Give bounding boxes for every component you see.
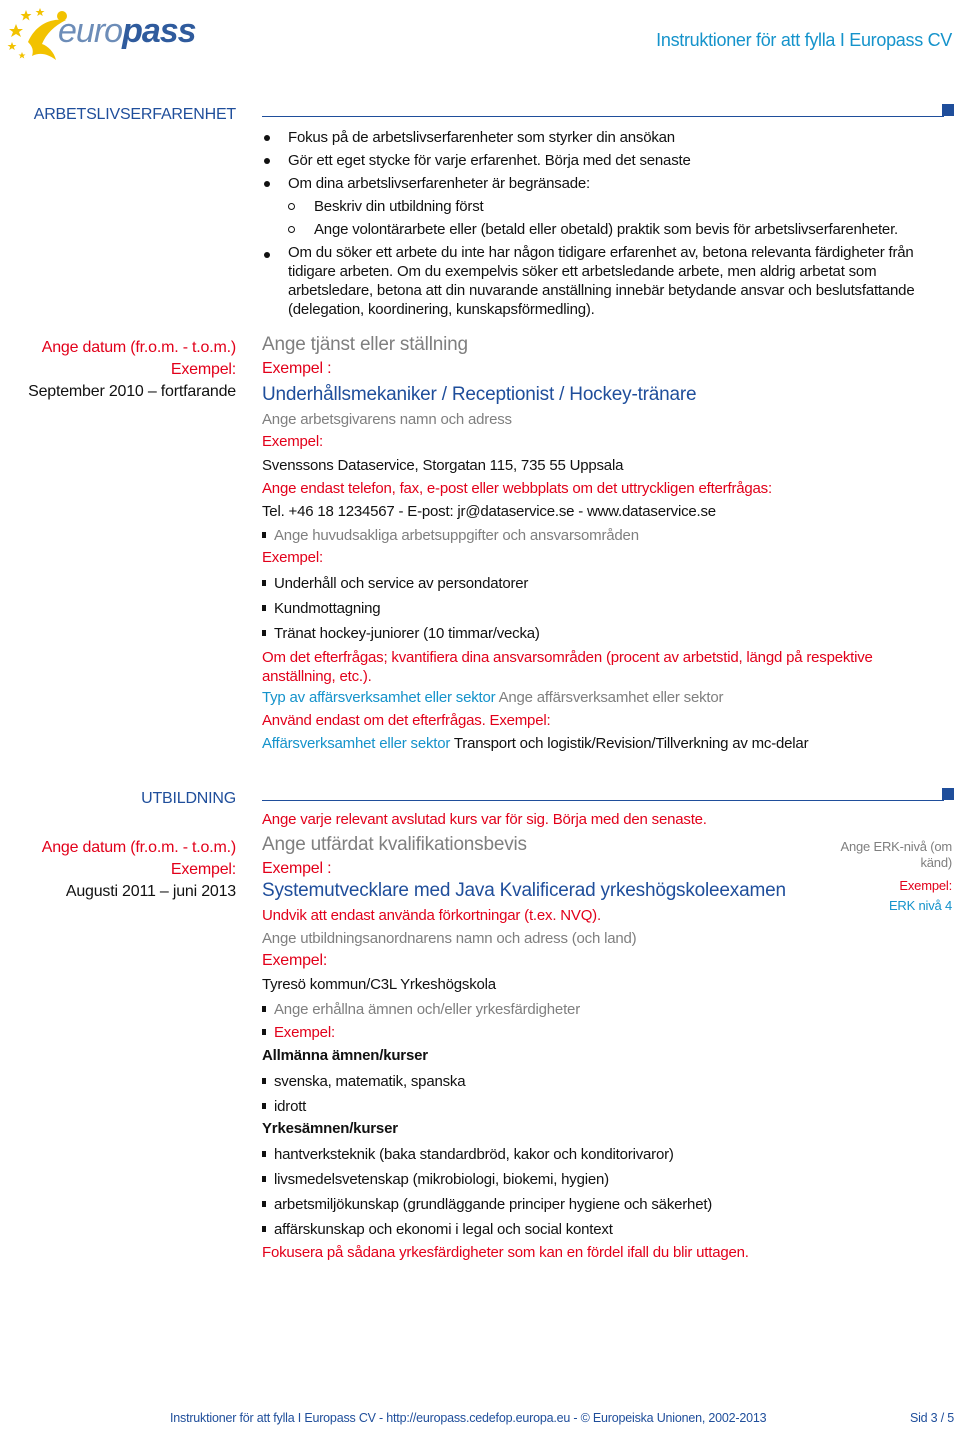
square-bullet-icon — [262, 580, 266, 586]
date-label-text: Ange datum (fr.o.m. - t.o.m.) — [41, 839, 236, 856]
subject-text: hantverksteknik (baka standardbröd, kakor och konditorivaror) — [274, 1146, 674, 1163]
date-label-text: Ange datum (fr.o.m. - t.o.m.) — [41, 339, 236, 356]
example-label: Exempel: — [262, 433, 323, 450]
example-label: Exempel: — [262, 952, 328, 969]
square-bullet-icon — [262, 1006, 266, 1012]
quantify-note: Om det efterfrågas; kvantifiera dina ansvarsområden (procent av arbetstid, längd på respektive anställning, etc.). — [262, 649, 873, 685]
employer-label: Ange arbetsgivarens namn och adress — [262, 411, 512, 428]
section-title-education: UTBILDNING — [141, 790, 236, 807]
example-label: Exempel: — [899, 878, 952, 893]
qualification-heading: Ange utfärdat kvalifikationsbevis — [262, 834, 527, 855]
square-bullet-icon — [262, 1029, 266, 1035]
sector-type: Typ av affärsverksamhet eller sektor — [262, 689, 496, 706]
general-subjects-heading: Allmänna ämnen/kurser — [262, 1047, 428, 1064]
organisation-value: Tyresö kommun/C3L Yrkeshögskola — [262, 976, 496, 993]
subject-text: affärskunskap och ekonomi i legal och social kontext — [274, 1221, 613, 1238]
task-item — [262, 575, 528, 592]
square-bullet-icon — [262, 1201, 266, 1207]
subject-text: idrott — [274, 1098, 307, 1115]
section-rule — [262, 116, 944, 117]
position-value: Underhållsmekaniker / Receptionist / Hockey-tränare — [262, 384, 697, 405]
list-item-text: Om du söker ett arbete du inte har någon tidigare erfarenhet av, betona relevanta färdigheter från tidigare arbeten. Om du exempelvis söker ett arbetsledande arbete, men aldrig arbetat som arbetsledare, betona att din nuvarande anställning innebär betydande ansvar och beslutsfattande (delegation, koordinering, kunskapsförmedling). — [288, 244, 915, 318]
example-label: Exempel : — [262, 860, 332, 877]
example-label: Exempel: — [170, 861, 236, 878]
example-label: Exempel: — [262, 549, 323, 566]
sector-value: Transport och logistik/Revision/Tillverkning av mc-delar — [453, 735, 809, 752]
focus-note: Fokusera på sådana yrkesfärdigheter som kan en fördel ifall du blir uttagen. — [262, 1244, 749, 1261]
square-bullet-icon — [262, 1226, 266, 1232]
list-item: Fokus på de arbetslivserfarenheter som styrker din ansökan — [262, 126, 952, 149]
contact-label: Ange endast telefon, fax, e-post eller webbplats om det uttryckligen efterfrågas: — [262, 480, 772, 497]
organisation-label: Ange utbildningsanordnarens namn och adress (och land) — [262, 930, 637, 947]
task-item — [262, 625, 540, 642]
subjects-label — [262, 1001, 580, 1018]
square-bullet-icon — [262, 1151, 266, 1157]
date-label — [42, 837, 236, 903]
document-title: Instruktioner för att fylla I Europass CV — [656, 30, 952, 50]
subject-item — [262, 1146, 674, 1163]
sub-list-item: Beskriv din utbildning först — [262, 195, 952, 218]
example-label: Exempel: — [274, 1024, 335, 1041]
footer-text: Instruktioner för att fylla I Europass CV - http://europass.cedefop.europa.eu - © Europeiska Unionen, 2002-2013 — [170, 1411, 767, 1425]
page-number: Sid 3 / 5 — [909, 1411, 954, 1425]
europass-wordmark: europass — [58, 12, 196, 50]
example-label: Exempel : — [262, 360, 332, 377]
abbreviation-note: Undvik att endast använda förkortningar (t.ex. NVQ). — [262, 907, 601, 924]
date-label — [28, 337, 236, 403]
subject-text: arbetsmiljökunskap (grundläggande principer hygiene och säkerhet) — [274, 1196, 713, 1213]
sector-example — [262, 735, 808, 752]
square-bullet-icon — [262, 1176, 266, 1182]
example-label: Exempel: — [170, 361, 236, 378]
tasks-label-text: Ange huvudsakliga arbetsuppgifter och ansvarsområden — [274, 527, 639, 544]
section-rule-marker — [942, 788, 954, 800]
subject-item — [262, 1073, 465, 1090]
subject-text: livsmedelsvetenskap (mikrobiologi, biokemi, hygien) — [274, 1171, 609, 1188]
subject-item — [262, 1196, 712, 1213]
section-title-work: ARBETSLIVSERFARENHET — [33, 106, 236, 123]
sub-list-item: Ange volontärarbete eller (betald eller obetald) praktik som bevis för arbetslivserfarenheter. — [262, 218, 952, 241]
contact-value: Tel. +46 18 1234567 - E-post: jr@dataservice.se - www.dataservice.se — [262, 503, 716, 520]
erk-level-block — [822, 839, 952, 914]
erk-label: Ange ERK-nivå (om känd) — [840, 839, 952, 870]
task-text: Underhåll och service av persondatorer — [274, 575, 529, 592]
date-value: September 2010 – fortfarande — [28, 383, 236, 400]
subject-text: svenska, matematik, spanska — [274, 1073, 466, 1090]
section-rule — [262, 800, 944, 801]
work-guidelines-list — [262, 126, 952, 319]
tasks-label — [262, 527, 639, 544]
list-item: Gör ett eget stycke för varje erfarenhet. Börja med det senaste — [262, 149, 952, 172]
erk-value: ERK nivå 4 — [888, 898, 952, 913]
qualification-value: Systemutvecklare med Java Kvalificerad yrkeshögskoleexamen — [262, 880, 786, 901]
section-rule-marker — [942, 104, 954, 116]
subjects-label-text: Ange erhållna ämnen och/eller yrkesfärdigheter — [274, 1001, 580, 1018]
education-intro: Ange varje relevant avslutad kurs var för sig. Börja med den senaste. — [262, 811, 707, 828]
square-bullet-icon — [262, 630, 266, 636]
square-bullet-icon — [262, 1078, 266, 1084]
subjects-example — [262, 1024, 335, 1041]
list-item — [262, 243, 952, 319]
list-item: Om dina arbetslivserfarenheter är begränsade: — [262, 172, 952, 195]
vocational-subjects-heading: Yrkesämnen/kurser — [262, 1120, 398, 1137]
employer-value: Svenssons Dataservice, Storgatan 115, 735 55 Uppsala — [262, 457, 624, 474]
square-bullet-icon — [262, 532, 266, 538]
square-bullet-icon — [262, 605, 266, 611]
position-heading: Ange tjänst eller ställning — [262, 334, 468, 355]
sector-note: Använd endast om det efterfrågas. Exempel: — [262, 712, 551, 729]
square-bullet-icon — [262, 1103, 266, 1109]
task-item — [262, 600, 380, 617]
task-text: Kundmottagning — [274, 600, 381, 617]
sector-key: Affärsverksamhet eller sektor — [262, 735, 451, 752]
date-value: Augusti 2011 – juni 2013 — [65, 883, 236, 900]
sector-row — [262, 689, 723, 706]
subject-item — [262, 1098, 306, 1115]
task-text: Tränat hockey-juniorer (10 timmar/vecka) — [274, 625, 540, 642]
subject-item — [262, 1221, 613, 1238]
subject-item — [262, 1171, 609, 1188]
sector-label: Ange affärsverksamhet eller sektor — [498, 689, 724, 706]
